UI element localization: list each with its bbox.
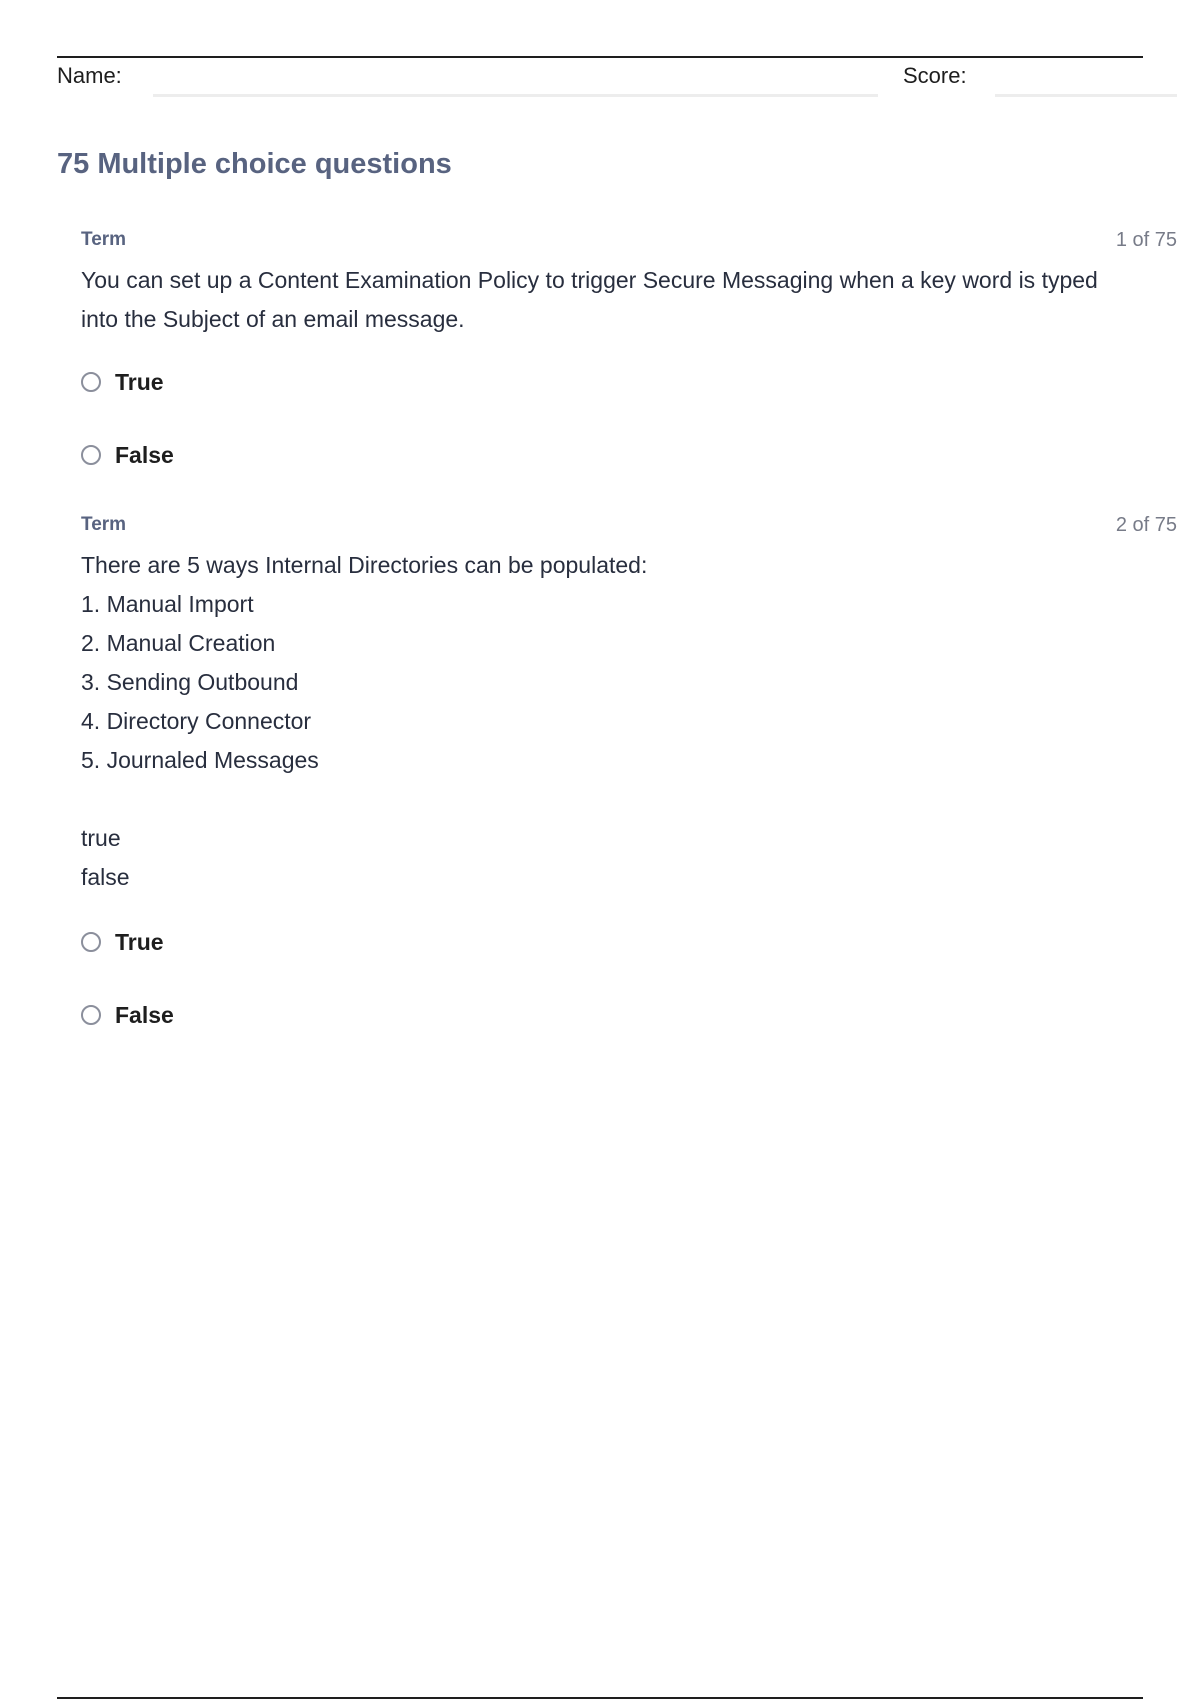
term-label: Term: [81, 229, 127, 250]
question-line: There are 5 ways Internal Directories can be populated:: [81, 552, 648, 578]
blank-line: [81, 780, 1126, 819]
option-true[interactable]: [81, 368, 164, 396]
question-counter: 2 of 75: [1115, 514, 1177, 536]
option-label: False: [115, 441, 174, 468]
option-false[interactable]: [81, 1001, 174, 1029]
option-label: True: [115, 928, 164, 955]
question-line: false: [81, 864, 130, 890]
question-line: 2. Manual Creation: [81, 630, 276, 656]
top-rule: [57, 56, 1143, 58]
question-text: [81, 546, 1126, 897]
option-label: False: [115, 1001, 174, 1028]
question-line: 5. Journaled Messages: [81, 747, 319, 773]
name-label: Name:: [57, 63, 122, 88]
score-field[interactable]: [995, 94, 1177, 97]
name-field[interactable]: [153, 94, 878, 97]
radio-button-icon[interactable]: [81, 1005, 101, 1025]
question-counter: 1 of 75: [1115, 229, 1177, 251]
question-line: 3. Sending Outbound: [81, 669, 299, 695]
question-line: You can set up a Content Examination Policy to trigger Secure Messaging when a key word is typed into the Subject of an email message.: [81, 267, 1098, 332]
bottom-rule: [57, 1697, 1143, 1699]
option-label: True: [115, 368, 164, 395]
question-line: 4. Directory Connector: [81, 708, 312, 734]
question-text: [81, 261, 1126, 339]
question-line: 1. Manual Import: [81, 591, 254, 617]
term-label: Term: [81, 514, 127, 535]
question-line: true: [81, 825, 121, 851]
radio-button-icon[interactable]: [81, 932, 101, 952]
radio-button-icon[interactable]: [81, 445, 101, 465]
option-false[interactable]: [81, 441, 174, 469]
score-label: Score:: [903, 63, 967, 88]
option-true[interactable]: [81, 928, 164, 956]
radio-button-icon[interactable]: [81, 372, 101, 392]
section-title: 75 Multiple choice questions: [57, 148, 452, 180]
